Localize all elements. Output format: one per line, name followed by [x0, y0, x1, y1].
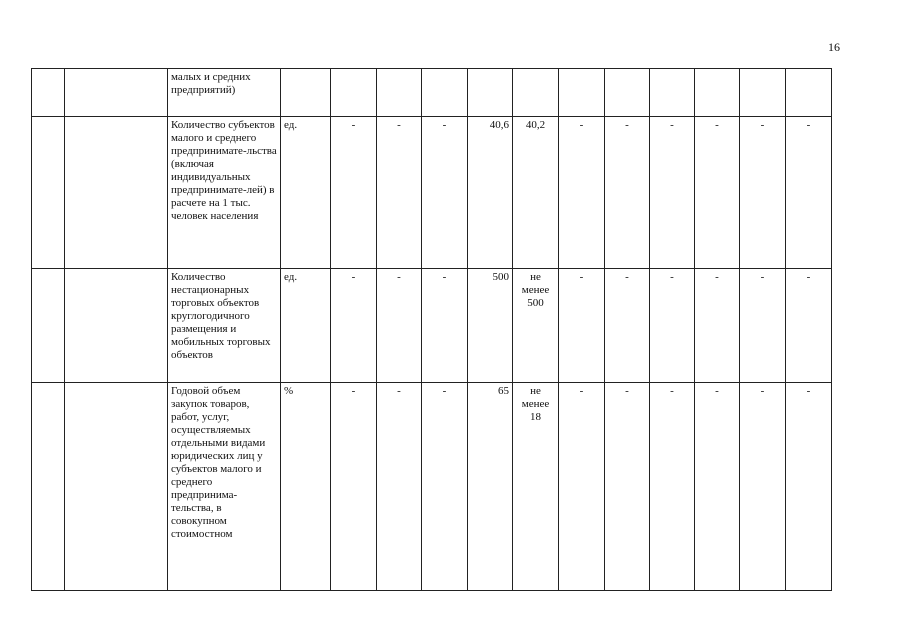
value-cell-4: 65	[468, 383, 513, 591]
value-cell-2: -	[377, 383, 422, 591]
indicator-name-cell: малых и средних предприятий)	[168, 69, 281, 117]
value-cell-7: -	[605, 269, 650, 383]
value-cell-9: -	[695, 117, 740, 269]
value-cell-9: -	[695, 269, 740, 383]
value-cell-3: -	[422, 383, 468, 591]
row-blank-cell	[65, 383, 168, 591]
row-index-cell	[32, 117, 65, 269]
value-cell-11: -	[786, 117, 832, 269]
value-cell-3	[422, 69, 468, 117]
value-cell-1: -	[331, 117, 377, 269]
table-row	[32, 69, 832, 117]
unit-cell: %	[281, 383, 331, 591]
value-cell-8: -	[650, 269, 695, 383]
value-cell-4: 500	[468, 269, 513, 383]
value-cell-5: не менее 18	[513, 383, 559, 591]
indicator-name-cell: Количество нестационарных торговых объектов круглогодичного размещения и мобильных торговых объектов	[168, 269, 281, 383]
value-cell-6: -	[559, 117, 605, 269]
value-cell-3: -	[422, 269, 468, 383]
indicator-name-cell: Количество субъектов малого и среднего предпринимате-льства (включая индивидуальных предпринимате-лей) в расчете на 1 тыс. человек населения	[168, 117, 281, 269]
value-cell-6: -	[559, 269, 605, 383]
value-cell-6: -	[559, 383, 605, 591]
page-number: 16	[828, 40, 840, 54]
value-cell-10: -	[740, 383, 786, 591]
value-cell-4	[468, 69, 513, 117]
value-cell-8	[650, 69, 695, 117]
table-row	[32, 269, 832, 383]
value-cell-9	[695, 69, 740, 117]
value-cell-4: 40,6	[468, 117, 513, 269]
row-blank-cell	[65, 117, 168, 269]
value-cell-10: -	[740, 117, 786, 269]
row-index-cell	[32, 383, 65, 591]
value-cell-8: -	[650, 383, 695, 591]
table-row	[32, 383, 832, 591]
value-cell-2	[377, 69, 422, 117]
value-cell-7	[605, 69, 650, 117]
value-cell-5	[513, 69, 559, 117]
value-cell-5: не менее 500	[513, 269, 559, 383]
table-row	[32, 117, 832, 269]
row-blank-cell	[65, 269, 168, 383]
row-blank-cell	[65, 69, 168, 117]
unit-cell	[281, 69, 331, 117]
row-index-cell	[32, 69, 65, 117]
unit-cell: ед.	[281, 269, 331, 383]
row-index-cell	[32, 269, 65, 383]
value-cell-5: 40,2	[513, 117, 559, 269]
value-cell-10: -	[740, 269, 786, 383]
value-cell-2: -	[377, 117, 422, 269]
value-cell-7: -	[605, 383, 650, 591]
value-cell-11	[786, 69, 832, 117]
value-cell-7: -	[605, 117, 650, 269]
value-cell-8: -	[650, 117, 695, 269]
indicators-table	[31, 68, 832, 591]
value-cell-1	[331, 69, 377, 117]
value-cell-6	[559, 69, 605, 117]
value-cell-11: -	[786, 383, 832, 591]
indicator-name-cell: Годовой объем закупок товаров, работ, услуг, осуществляемых отдельными видами юридических лиц у субъектов малого и среднего предпринима-тельства, в совокупном стоимостном	[168, 383, 281, 591]
value-cell-10	[740, 69, 786, 117]
value-cell-11: -	[786, 269, 832, 383]
value-cell-2: -	[377, 269, 422, 383]
unit-cell: ед.	[281, 117, 331, 269]
value-cell-3: -	[422, 117, 468, 269]
value-cell-1: -	[331, 269, 377, 383]
value-cell-9: -	[695, 383, 740, 591]
value-cell-1: -	[331, 383, 377, 591]
